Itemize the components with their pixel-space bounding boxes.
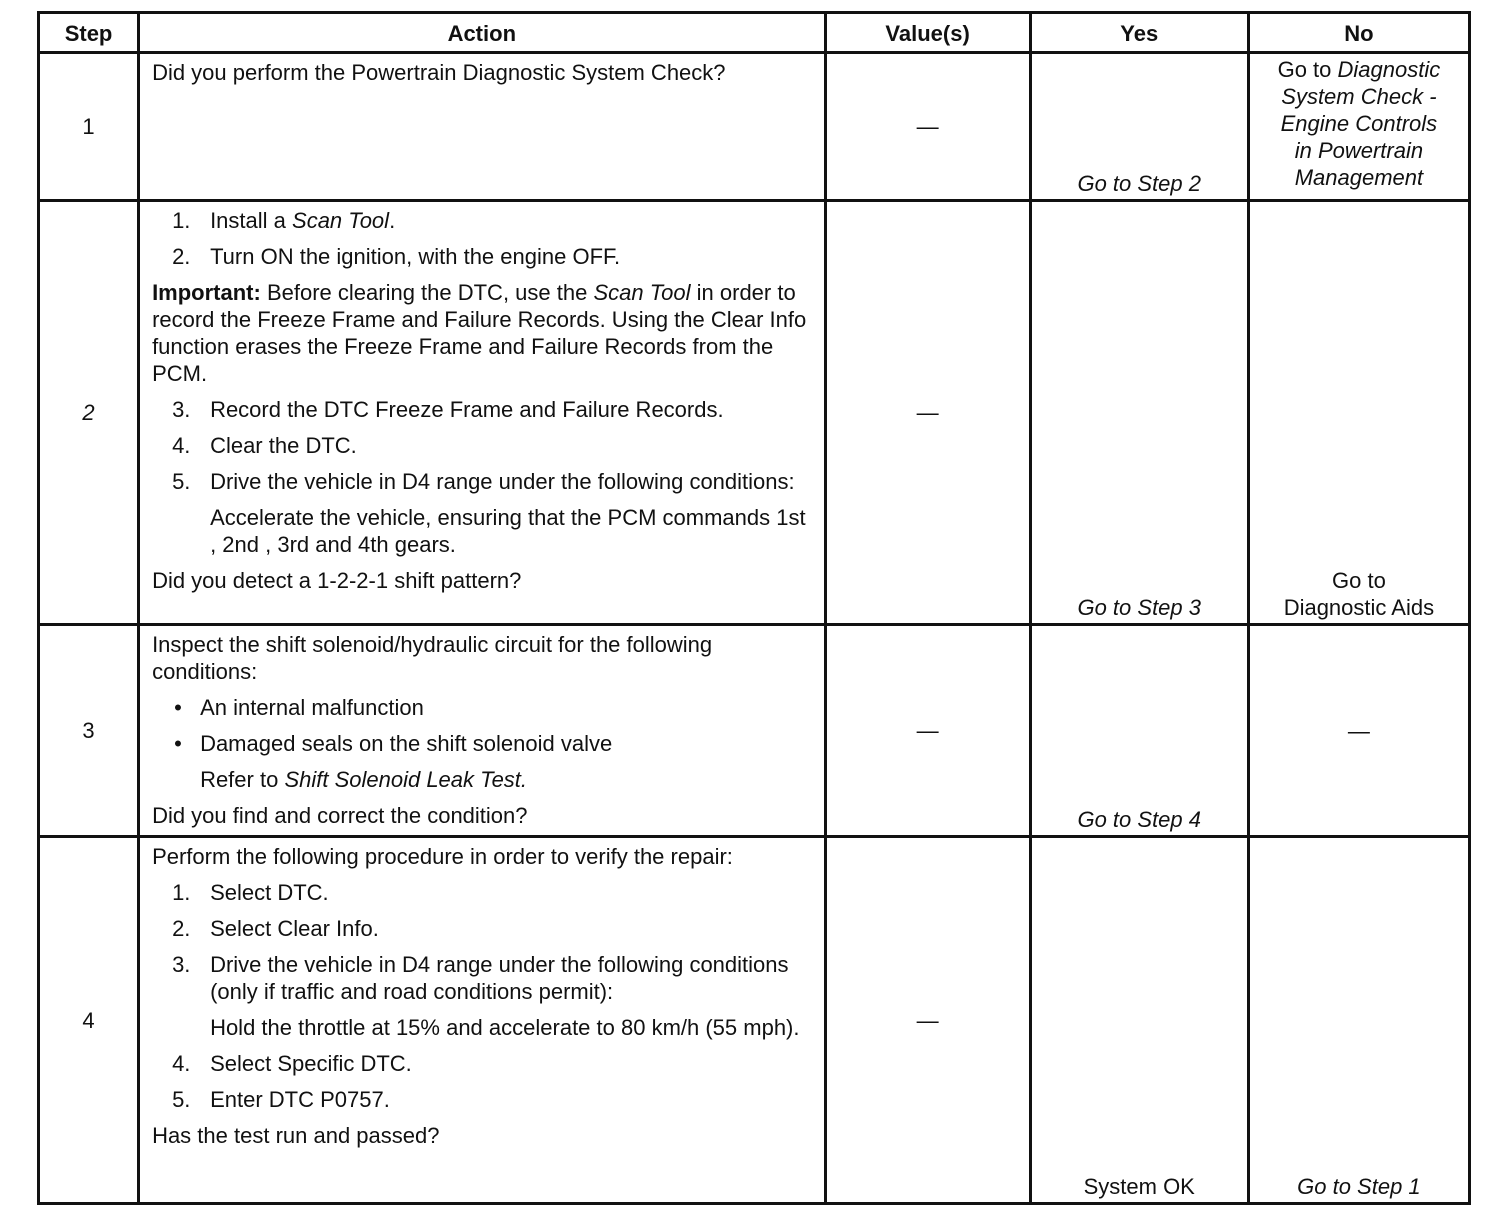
shift-solenoid-leak-test-link[interactable]: Shift Solenoid Leak Test [284,767,521,792]
value-cell [825,201,1030,625]
action-cell [139,625,825,837]
list-item: • Damaged seals on the shift solenoid valve [174,731,613,756]
list-item: 3. Drive the vehicle in D4 range under the following conditions (only if traffic and road conditions permit): [172,952,789,1004]
action-question: Did you detect a 1-2-2-1 shift pattern? [152,568,522,593]
yes-cell [1030,53,1248,201]
value-cell [825,53,1030,201]
header-values: Value(s) [825,13,1030,53]
action-intro: Perform the following procedure in order to verify the repair: [152,844,733,869]
value-dash: — [916,400,939,425]
no-link-line-5: Management [1294,165,1424,190]
list-item: 1. Install a Scan Tool. [172,208,396,233]
action-intro: Inspect the shift solenoid/hydraulic circuit for the following conditions: [152,632,713,684]
yes-link[interactable]: Go to Step 4 [1077,807,1201,832]
no-prefix: Go to [1277,57,1332,82]
no-cell [1248,201,1469,625]
no-link-line-3: Engine Controls [1280,111,1438,136]
table-header-row [39,13,1470,53]
no-link[interactable] [1250,56,1468,191]
scan-tool-link[interactable]: Scan Tool [292,208,390,233]
table-row-step-1 [39,53,1470,201]
step-number: 4 [39,837,139,1204]
value-dash: — [916,1007,939,1033]
header-yes: Yes [1030,13,1248,53]
no-cell [1248,837,1469,1204]
diagnostic-table [37,11,1471,1205]
list-item: • An internal malfunction [174,695,424,720]
value-dash: — [916,718,939,743]
action-question: Did you perform the Powertrain Diagnostic System Check? [152,60,726,85]
value-dash: — [916,114,939,139]
sub-paragraph: Hold the throttle at 15% and accelerate to 80 km/h (55 mph). [210,1015,800,1040]
action-cell [139,201,825,625]
list-item: 2. Turn ON the ignition, with the engine OFF. [172,244,621,269]
value-cell [825,625,1030,837]
list-item: 4. Clear the DTC. [172,433,357,458]
header-action: Action [139,13,825,53]
important-note: Important: Before clearing the DTC, use the Scan Tool in order to record the Freeze Frame and Failure Records. Using the Clear Info function erases the Freeze Frame and Failure Records from the PCM. [152,280,807,386]
table-row-step-4 [39,837,1470,1204]
no-link-line-1: Diagnostic [1337,57,1441,82]
value-cell [825,837,1030,1204]
list-item: 4. Select Specific DTC. [172,1051,412,1076]
list-item: 2. Select Clear Info. [172,916,379,941]
no-link[interactable]: Go to Step 1 [1297,1174,1421,1199]
no-link-line-2: System Check - [1281,84,1437,109]
yes-cell [1030,837,1248,1204]
step-number: 1 [39,53,139,201]
important-label: Important: [152,280,261,305]
yes-link[interactable]: Go to Step 2 [1077,171,1201,196]
action-cell [139,53,825,201]
yes-cell [1030,201,1248,625]
no-cell [1248,53,1469,201]
sub-paragraph: Accelerate the vehicle, ensuring that the PCM commands 1st , 2nd , 3rd and 4th gears. [210,505,806,557]
list-item: 3. Record the DTC Freeze Frame and Failure Records. [172,397,724,422]
list-item: 5. Enter DTC P0757. [172,1087,390,1112]
table-row-step-3 [39,625,1470,837]
no-link[interactable]: Go to Diagnostic Aids [1283,568,1435,620]
step-number: 3 [39,625,139,837]
header-no: No [1248,13,1469,53]
action-question: Did you find and correct the condition? [152,803,528,828]
reference-note: Refer to Shift Solenoid Leak Test. [200,767,528,792]
list-item: 1. Select DTC. [172,880,329,905]
action-cell [139,837,825,1204]
header-step: Step [39,13,139,53]
yes-link[interactable]: Go to Step 3 [1077,595,1201,620]
list-item: 5. Drive the vehicle in D4 range under the following conditions: [172,469,795,494]
yes-cell [1030,625,1248,837]
yes-result: System OK [1083,1174,1195,1199]
no-link-line-4: in Powertrain [1294,138,1424,163]
table-row-step-2 [39,201,1470,625]
no-cell [1248,625,1469,837]
action-question: Has the test run and passed? [152,1123,440,1148]
scan-tool-link[interactable]: Scan Tool [593,280,691,305]
no-dash: — [1347,718,1370,743]
step-number: 2 [39,201,139,625]
